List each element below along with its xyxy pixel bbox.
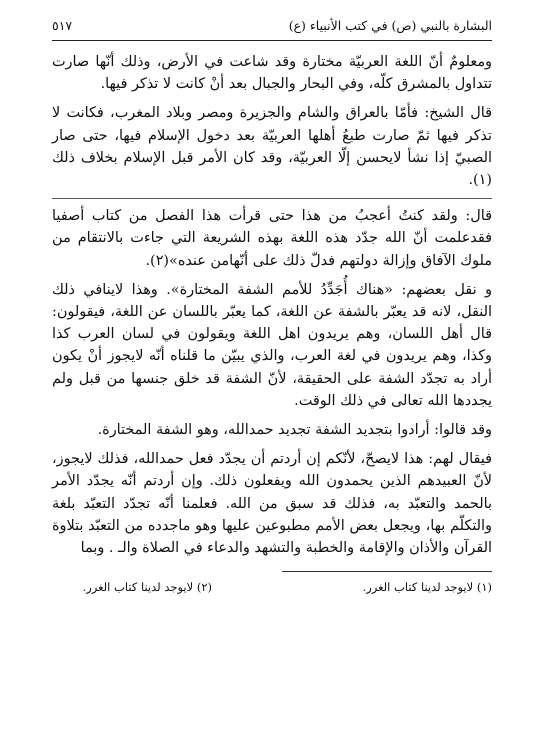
- running-header: [52, 14, 492, 38]
- footnotes: [52, 580, 492, 602]
- paragraph-2: قال الشيخ: فأمّا بالعراق والشام والجزيرة ومصر وبلاد المغرب، فكانت لا تذكر فيها ثمّ صارت طبعُ أهلها العربيّة بعد دخول الإسلام فيها، حتى صار الصبيّ إذا نشأ لايحسن إلّا العربيّة، وقد كان الأمر قبل الإسلام بخلاف ذلك (١).: [52, 105, 492, 189]
- footnote-1: (١) لايوجد لدينا كتاب الغرر.: [362, 580, 492, 595]
- footnote-2: (٢) لايوجد لدينا كتاب الغرر.: [82, 580, 212, 595]
- paragraph-1: ومعلومٌ أنّ اللغة العربيّة مختارة وقد شاعت في الأرض، وذلك أنّها صارت تتداول بالمشرق كلّه، وفي البحار والجبال بعد أنْ كانت لا تذكر فيها.: [52, 54, 492, 93]
- paragraph-6: فيقال لهم: هذا لايصحّ، لأنّكم إن أردتم أن يجدّد فعل حمدالله، فذلك لايجوز، لأنّ العبيدهم الذين يحمدون الله ويفعلون ذلك. وإن أردتم أنّه يجدّد الأمر بالحمد والتعبّد به، فذلك قد سبق من الله. فعلمنا أنّه تجدّد التعبّد بلغة والتكلّم بها، ويجعل بعض الأمم مطبوعين عليها وهو ماجدده من التعبّد بتلاوة القرآن والأذان والإقامة والخطبة والتشهد والدعاء في الصلاة والـ . وبما: [52, 451, 492, 557]
- paragraph-3: قال: ولقد كنتُ أعجبُ من هذا حتى قرأت هذا الفصل من كتاب أصفيا فقدعلمت أنّ الله جدّد هذه اللغة بهذه الشريعة التي جاءت بالانتقام من ملوك الآفاق وإزالة دولتهم فدلّ ذلك على أنّهامن عنده»(٢).: [52, 198, 492, 272]
- paragraph-4: و نقل بعضهم: «هناك أُجَدِّدُ للأمم الشفة المختارة». وهذا لاينافي ذلك النقل، لانه قد يعبّر بالشفة عن اللغة، كما يعبّر باللسان عن اللغة، فيقولون: قال أهل اللسان، وهم يريدون اهل اللغة ويقولون في لسان العرب كذا وكذا، وهم يريدون في لغة العرب، والذي يبيّن ما قلناه أنّه لايجوز أنْ يكون أراد به تجدّد الشفة على الحقيقة، لأنّ الشفة قد خلق جنسها من قبل ولم يجددها الله تعالى في ذلك الوقت.: [52, 281, 492, 409]
- page-number: ٥١٧: [52, 18, 73, 33]
- header-rule: [52, 40, 492, 41]
- paragraph-5: وقد قالوا: أرادوا بتجديد الشفة تجديد حمدالله، وهو الشفة المختارة.: [97, 422, 492, 439]
- book-page: [52, 14, 492, 720]
- body-text: [52, 51, 492, 559]
- footnote-rule: [282, 571, 492, 572]
- header-title: البشارة بالنبي (ص) في كتب الأنبياء (ع): [288, 18, 492, 33]
